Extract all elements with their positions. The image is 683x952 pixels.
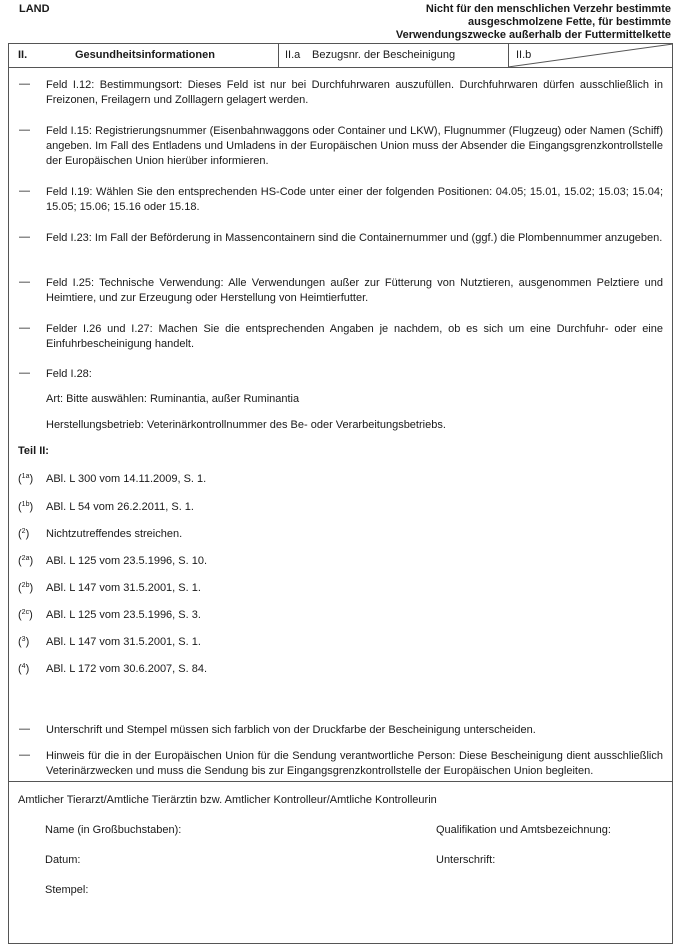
footnote-text: ABl. L 172 vom 30.6.2007, S. 84. — [46, 663, 208, 675]
name-field-label: Name (in Großbuchstaben): — [45, 824, 182, 836]
title-line-1: Nicht für den menschlichen Verzehr bestimmte — [425, 3, 671, 15]
dash-bullet: — — [19, 367, 30, 379]
note-text: Feld I.19: Wählen Sie den entsprechenden HS-Code unter einer der folgenden Positionen: 04.05; 15.01, 15.02; 15.03; 15.04; 15.05; 15.06; 15.16 oder 15.18. — [46, 186, 663, 213]
note-text: Feld I.23: Im Fall der Beförderung in Massencontainern sind die Containernummer und (ggf.) die Plombennummer anzugeben. — [46, 232, 663, 244]
column-divider — [278, 44, 279, 67]
stamp-field-label: Stempel: — [45, 884, 89, 896]
title-line-2: ausgeschmolzene Fette, für bestimmte — [468, 16, 671, 28]
footnote-mark: ($^{2a}$) — [18, 555, 34, 567]
dash-bullet: — — [19, 185, 30, 197]
signature-divider — [9, 781, 672, 782]
footnote-text: ABl. L 147 vom 31.5.2001, S. 1. — [46, 636, 201, 648]
signature-field-label: Unterschrift: — [436, 854, 496, 866]
dash-bullet: — — [19, 78, 30, 90]
note-text: Feld I.25: Technische Verwendung: Alle Verwendungen außer zur Fütterung von Nutztieren, ausgenommen Pelztiere und Heimtiere, und zur Erzeugung oder Herstellung von Heimtierfutter. — [46, 277, 663, 304]
document-title — [396, 3, 671, 42]
dash-bullet: — — [19, 723, 30, 735]
note-text: Feld I.12: Bestimmungsort: Dieses Feld ist nur bei Durchfuhrwaren auszufüllen. Durchfuhrwaren dürfen ausschließlich in Freizonen, Freilagern und Zolllagern gelagert werden. — [46, 79, 663, 106]
section-header-row — [9, 44, 672, 68]
footnote-text: ABl. L 300 vom 14.11.2009, S. 1. — [46, 473, 207, 485]
note-text: Unterschrift und Stempel müssen sich farblich von der Druckfarbe der Bescheinigung unterscheiden. — [46, 724, 536, 736]
diagonal-strike-line — [508, 44, 673, 67]
ref-code: II.a — [285, 49, 301, 61]
signature-title: Amtlicher Tierarzt/Amtliche Tierärztin bzw. Amtlicher Kontrolleur/Amtliche Kontrolleurin — [18, 794, 437, 806]
note-text: Feld I.15: Registrierungsnummer (Eisenbahnwaggons oder Container und LKW), Flugnummer (Flugzeug) oder Namen (Schiff) angeben. Im Fall des Entladens und Umladens in der Europäischen Union muss der Absender die Eingangsgrenzkontrollstelle der Europäischen Union hierüber informieren. — [46, 125, 663, 167]
footnote-mark: ($^4$) — [18, 663, 30, 675]
field-128-betrieb: Herstellungsbetrieb: Veterinärkontrollnummer des Be- oder Verarbeitungsbetriebs. — [46, 419, 446, 431]
dash-bullet: — — [19, 749, 30, 761]
part-2-heading: Teil II: — [18, 445, 49, 457]
footnote-mark: ($^{2b}$) — [18, 582, 34, 594]
footnote-mark: ($^3$) — [18, 636, 30, 648]
qualification-field-label: Qualifikation und Amtsbezeichnung: — [436, 824, 611, 836]
footnote-mark: ($^{1a}$) — [18, 473, 34, 485]
dash-bullet: — — [19, 124, 30, 136]
footnote-text: ABl. L 125 vom 23.5.1996, S. 10. — [46, 555, 208, 567]
cell-b-label: II.b — [516, 49, 532, 61]
field-128-art: Art: Bitte auswählen: Ruminantia, außer Ruminantia — [46, 393, 300, 405]
footnote-mark: ($^{2c}$) — [18, 609, 33, 621]
certificate-frame — [8, 43, 673, 944]
dash-bullet: — — [19, 276, 30, 288]
country-label: LAND — [19, 3, 50, 15]
note-text: Hinweis für die in der Europäischen Union für die Sendung verantwortliche Person: Diese Bescheinigung dient ausschließlich Veterinärzwecken und muss die Sendung bis zur Eingangsgrenzkontrollstelle der Europäischen Union begleiten. — [46, 750, 663, 777]
ref-label: Bezugsnr. der Bescheinigung — [312, 49, 456, 61]
note-text: Feld I.28: — [46, 368, 92, 380]
footnote-text: ABl. L 147 vom 31.5.2001, S. 1. — [46, 582, 201, 594]
footnote-mark: ($^2$) — [18, 528, 30, 540]
footnote-text: ABl. L 54 vom 26.2.2011, S. 1. — [46, 501, 194, 513]
dash-bullet: — — [19, 231, 30, 243]
note-text: Felder I.26 und I.27: Machen Sie die entsprechenden Angaben je nachdem, ob es sich um eine Durchfuhr- oder eine Einfuhrbescheinigung handelt. — [46, 323, 663, 350]
dash-bullet: — — [19, 322, 30, 334]
section-number: II. — [18, 49, 28, 61]
footnote-text: Nichtzutreffendes streichen. — [46, 528, 183, 540]
footnote-mark: ($^{1b}$) — [18, 501, 34, 513]
date-field-label: Datum: — [45, 854, 81, 866]
title-line-3: Verwendungszwecke außerhalb der Futtermittelkette — [395, 29, 671, 41]
footnote-text: ABl. L 125 vom 23.5.1996, S. 3. — [46, 609, 201, 621]
section-title: Gesundheitsinformationen — [75, 49, 215, 61]
